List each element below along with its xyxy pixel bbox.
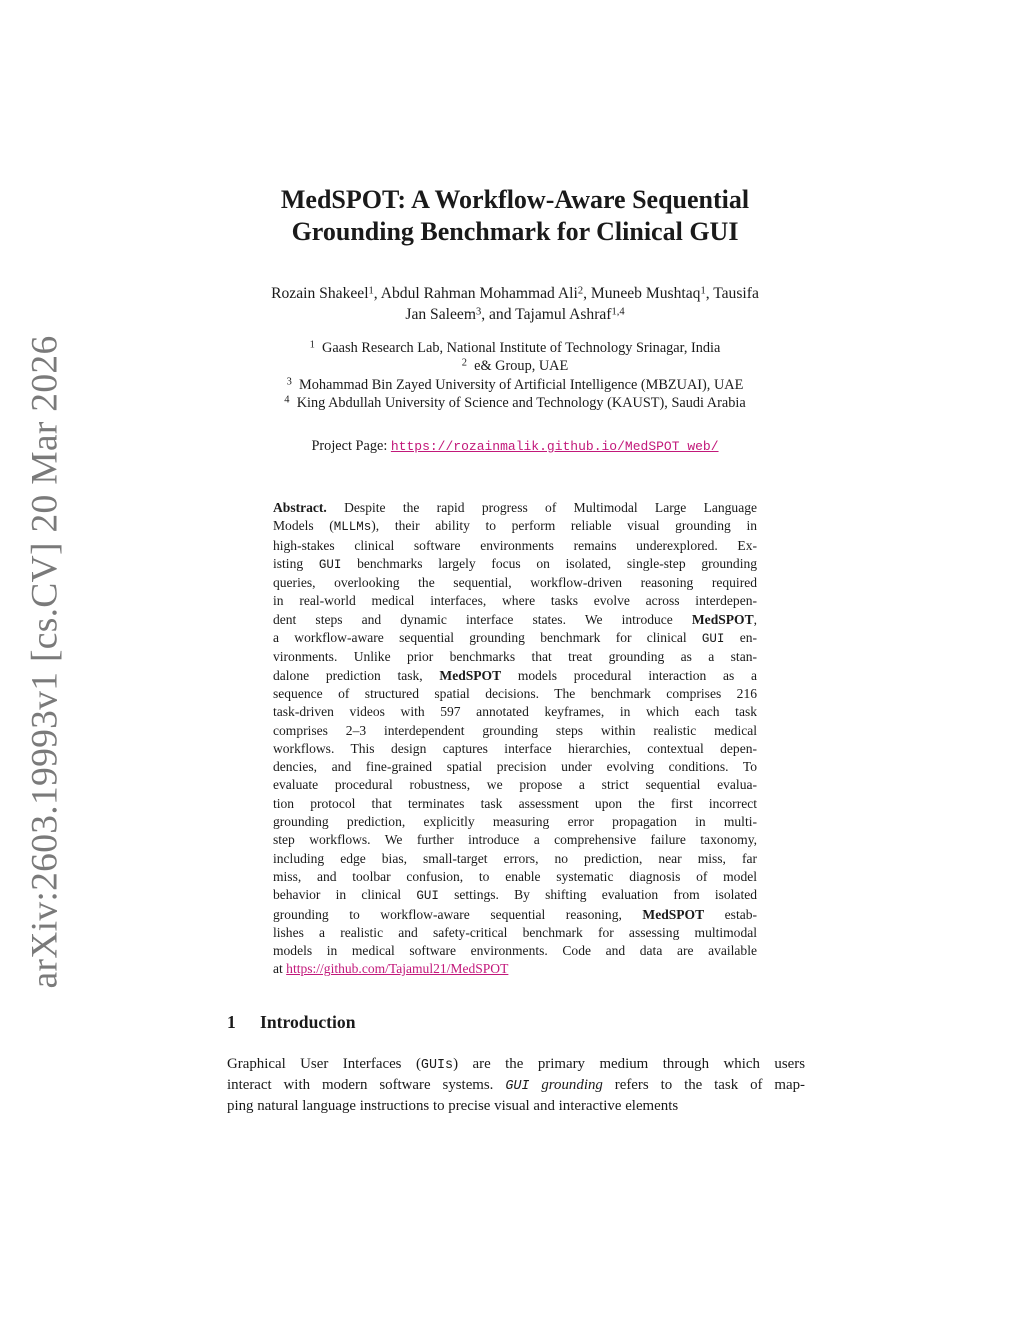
- bold-text: MedSPOT: [691, 611, 754, 627]
- author-separator: ,: [583, 285, 591, 302]
- abstract-line: [273, 850, 757, 868]
- text-run: lishes a realistic and safety-critical benchmark for assessing multimodal: [273, 924, 757, 940]
- author-name-part-1: Tausifa: [713, 285, 759, 302]
- text-run: including edge bias, small-target errors, no prediction, near miss, far: [273, 850, 757, 866]
- section-title: Introduction: [260, 1012, 356, 1032]
- abstract-line: [273, 924, 757, 942]
- abstract-line: [273, 574, 757, 592]
- paper-title: [200, 184, 830, 248]
- abstract-line: [273, 685, 757, 703]
- author-list: [200, 283, 830, 325]
- author-affil-mark: 1: [700, 285, 706, 297]
- affiliation-number: 2: [461, 357, 467, 369]
- text-run: refers to the task of map-: [602, 1076, 805, 1093]
- author-affil-mark: 1,4: [611, 306, 625, 318]
- text-run: step workflows. We further introduce a comprehensive failure taxonomy,: [273, 832, 757, 848]
- affiliation-item: [200, 357, 830, 375]
- abstract-line: [273, 886, 757, 905]
- bold-text: MedSPOT: [439, 667, 502, 683]
- text-run: models in medical software environments. Code and data are available: [273, 943, 757, 959]
- text-run: task-driven videos with 597 annotated keyframes, in which each task: [273, 704, 757, 720]
- abstract-line: [273, 555, 757, 574]
- project-page-link[interactable]: https://rozainmalik.github.io/MedSPOT_web/: [390, 439, 719, 454]
- text-run: Despite the rapid progress of Multimodal Large Language: [326, 500, 757, 515]
- text-run: isting: [273, 555, 319, 571]
- author-name: Abdul Rahman Mohammad Ali: [380, 285, 578, 302]
- intro-line: [227, 1055, 805, 1076]
- abstract-line: [273, 517, 757, 536]
- abstract-line: [273, 868, 757, 886]
- author-name: Muneeb Mushtaq: [590, 285, 701, 302]
- arxiv-identifier: arXiv:2603.19993v1 [cs.CV] 20 Mar 2026: [24, 335, 66, 989]
- affiliation-text: King Abdullah University of Science and Technology (KAUST), Saudi Arabia: [296, 394, 746, 411]
- abstract-line: [273, 831, 757, 849]
- text-run: grounding prediction, explicitly measuring error propagation in multi-: [273, 814, 757, 830]
- affiliation-number: 4: [284, 394, 290, 406]
- author-line-1: [200, 283, 830, 304]
- text-run: ), their ability to perform reliable visual grounding in: [371, 518, 757, 534]
- author-affil-mark: 2: [577, 285, 584, 297]
- author-separator: ,: [373, 285, 381, 302]
- affiliation-text: e& Group, UAE: [474, 358, 569, 375]
- abstract-line: [273, 629, 757, 648]
- introduction-body: [227, 1055, 805, 1116]
- affiliation-item: [200, 394, 830, 412]
- author-name: Rozain Shakeel: [271, 285, 369, 302]
- title-line-1: MedSPOT: A Workflow-Aware Sequential: [280, 185, 750, 214]
- affiliation-text: Gaash Research Lab, National Institute of Technology Srinagar, India: [322, 340, 721, 356]
- text-run: Graphical User Interfaces (: [227, 1056, 421, 1072]
- text-run: Models (: [273, 518, 334, 534]
- abstract-line: [273, 813, 757, 831]
- text-run: benchmarks largely focus on isolated, single-step grounding: [341, 555, 758, 571]
- text-run: comprises 2–3 interdependent grounding steps within realistic medical: [273, 722, 757, 738]
- bold-text: Abstract.: [273, 500, 327, 515]
- text-run: dent steps and dynamic interface states. We introduce: [273, 611, 692, 627]
- title-line-2: Grounding Benchmark for Clinical GUI: [291, 217, 739, 246]
- text-run: dalone prediction task,: [273, 667, 440, 683]
- abstract-line: [273, 740, 757, 758]
- text-run: tion protocol that terminates task assessment upon the first incorrect: [273, 795, 757, 811]
- affiliation-item: [200, 376, 830, 394]
- abstract-line: [273, 776, 757, 794]
- text-run: high-stakes clinical software environments remains underexplored. Ex-: [273, 537, 757, 553]
- abstract: [273, 499, 757, 979]
- affiliation-number: 1: [309, 339, 315, 351]
- intro-line: [227, 1097, 805, 1117]
- author-separator: , and: [481, 306, 516, 323]
- text-run: grounding: [529, 1076, 603, 1093]
- author-affil-mark: 3: [475, 306, 482, 318]
- abstract-line: [273, 906, 757, 924]
- text-run: ) are the primary medium through which users: [453, 1056, 806, 1072]
- text-run: at: [273, 961, 287, 977]
- acronym-text: GUI: [505, 1078, 530, 1094]
- text-run: miss, and toolbar confusion, to enable systematic diagnosis of model: [273, 868, 757, 884]
- abstract-line: [273, 611, 757, 629]
- text-run: queries, overlooking the sequential, workflow-driven reasoning required: [273, 575, 757, 591]
- text-run: a workflow-aware sequential grounding benchmark for clinical: [273, 630, 702, 646]
- author-name-part-2: Jan Saleem: [405, 306, 476, 323]
- affiliation-number: 3: [286, 375, 292, 387]
- code-link[interactable]: https://github.com/Tajamul21/MedSPOT: [286, 961, 509, 977]
- text-run: models procedural interaction as a: [501, 667, 757, 683]
- text-run: estab-: [704, 906, 758, 922]
- text-run: ping natural language instructions to precise visual and interactive elements: [227, 1097, 679, 1114]
- text-run: vironments. Unlike prior benchmarks that treat grounding as a stan-: [273, 649, 757, 665]
- text-run: interact with modern software systems.: [227, 1076, 506, 1093]
- section-heading: [227, 1011, 356, 1033]
- author-affil-mark: 1: [368, 285, 374, 297]
- text-run: in real-world medical interfaces, where tasks evolve across interdepen-: [273, 593, 757, 609]
- text-run: behavior in clinical: [273, 887, 417, 903]
- abstract-line: [273, 592, 757, 610]
- abstract-line: [273, 667, 757, 685]
- abstract-line: [273, 537, 757, 555]
- affiliation-text: Mohammad Bin Zayed University of Artificial Intelligence (MBZUAI), UAE: [299, 376, 744, 393]
- abstract-line: [273, 942, 757, 960]
- text-run: dencies, and fine-grained spatial precision under evolving conditions. To: [273, 759, 757, 775]
- abstract-line: [273, 960, 757, 978]
- acronym-text: GUI: [318, 557, 342, 572]
- text-run: en-: [724, 630, 757, 646]
- acronym-text: GUI: [701, 632, 725, 647]
- acronym-text: MLLMs: [333, 520, 372, 535]
- intro-line: [227, 1076, 805, 1097]
- author-separator: ,: [705, 285, 714, 302]
- author-name: Tajamul Ashraf: [515, 306, 612, 323]
- abstract-line: [273, 703, 757, 721]
- text-run: settings. By shifting evaluation from isolated: [438, 887, 757, 903]
- text-run: sequence of structured spatial decisions. The benchmark comprises 216: [273, 685, 757, 701]
- project-page: [200, 437, 830, 456]
- affiliation-item: [200, 339, 830, 357]
- project-page-label: Project Page:: [311, 438, 391, 454]
- abstract-line: [273, 722, 757, 740]
- text-run: grounding to workflow-aware sequential reasoning,: [273, 906, 643, 922]
- section-number: 1: [227, 1012, 236, 1032]
- text-run: workflows. This design captures interface hierarchies, contextual depen-: [273, 740, 757, 756]
- acronym-text: GUIs: [420, 1058, 454, 1073]
- abstract-line: [273, 499, 757, 517]
- author-line-2: [200, 304, 830, 325]
- bold-text: MedSPOT: [642, 906, 705, 922]
- affiliation-list: [200, 339, 830, 412]
- abstract-line: [273, 758, 757, 776]
- text-run: evaluate procedural robustness, we propose a strict sequential evalua-: [273, 777, 757, 793]
- acronym-text: GUI: [416, 889, 439, 904]
- text-run: ,: [753, 611, 757, 627]
- abstract-line: [273, 648, 757, 666]
- abstract-line: [273, 795, 757, 813]
